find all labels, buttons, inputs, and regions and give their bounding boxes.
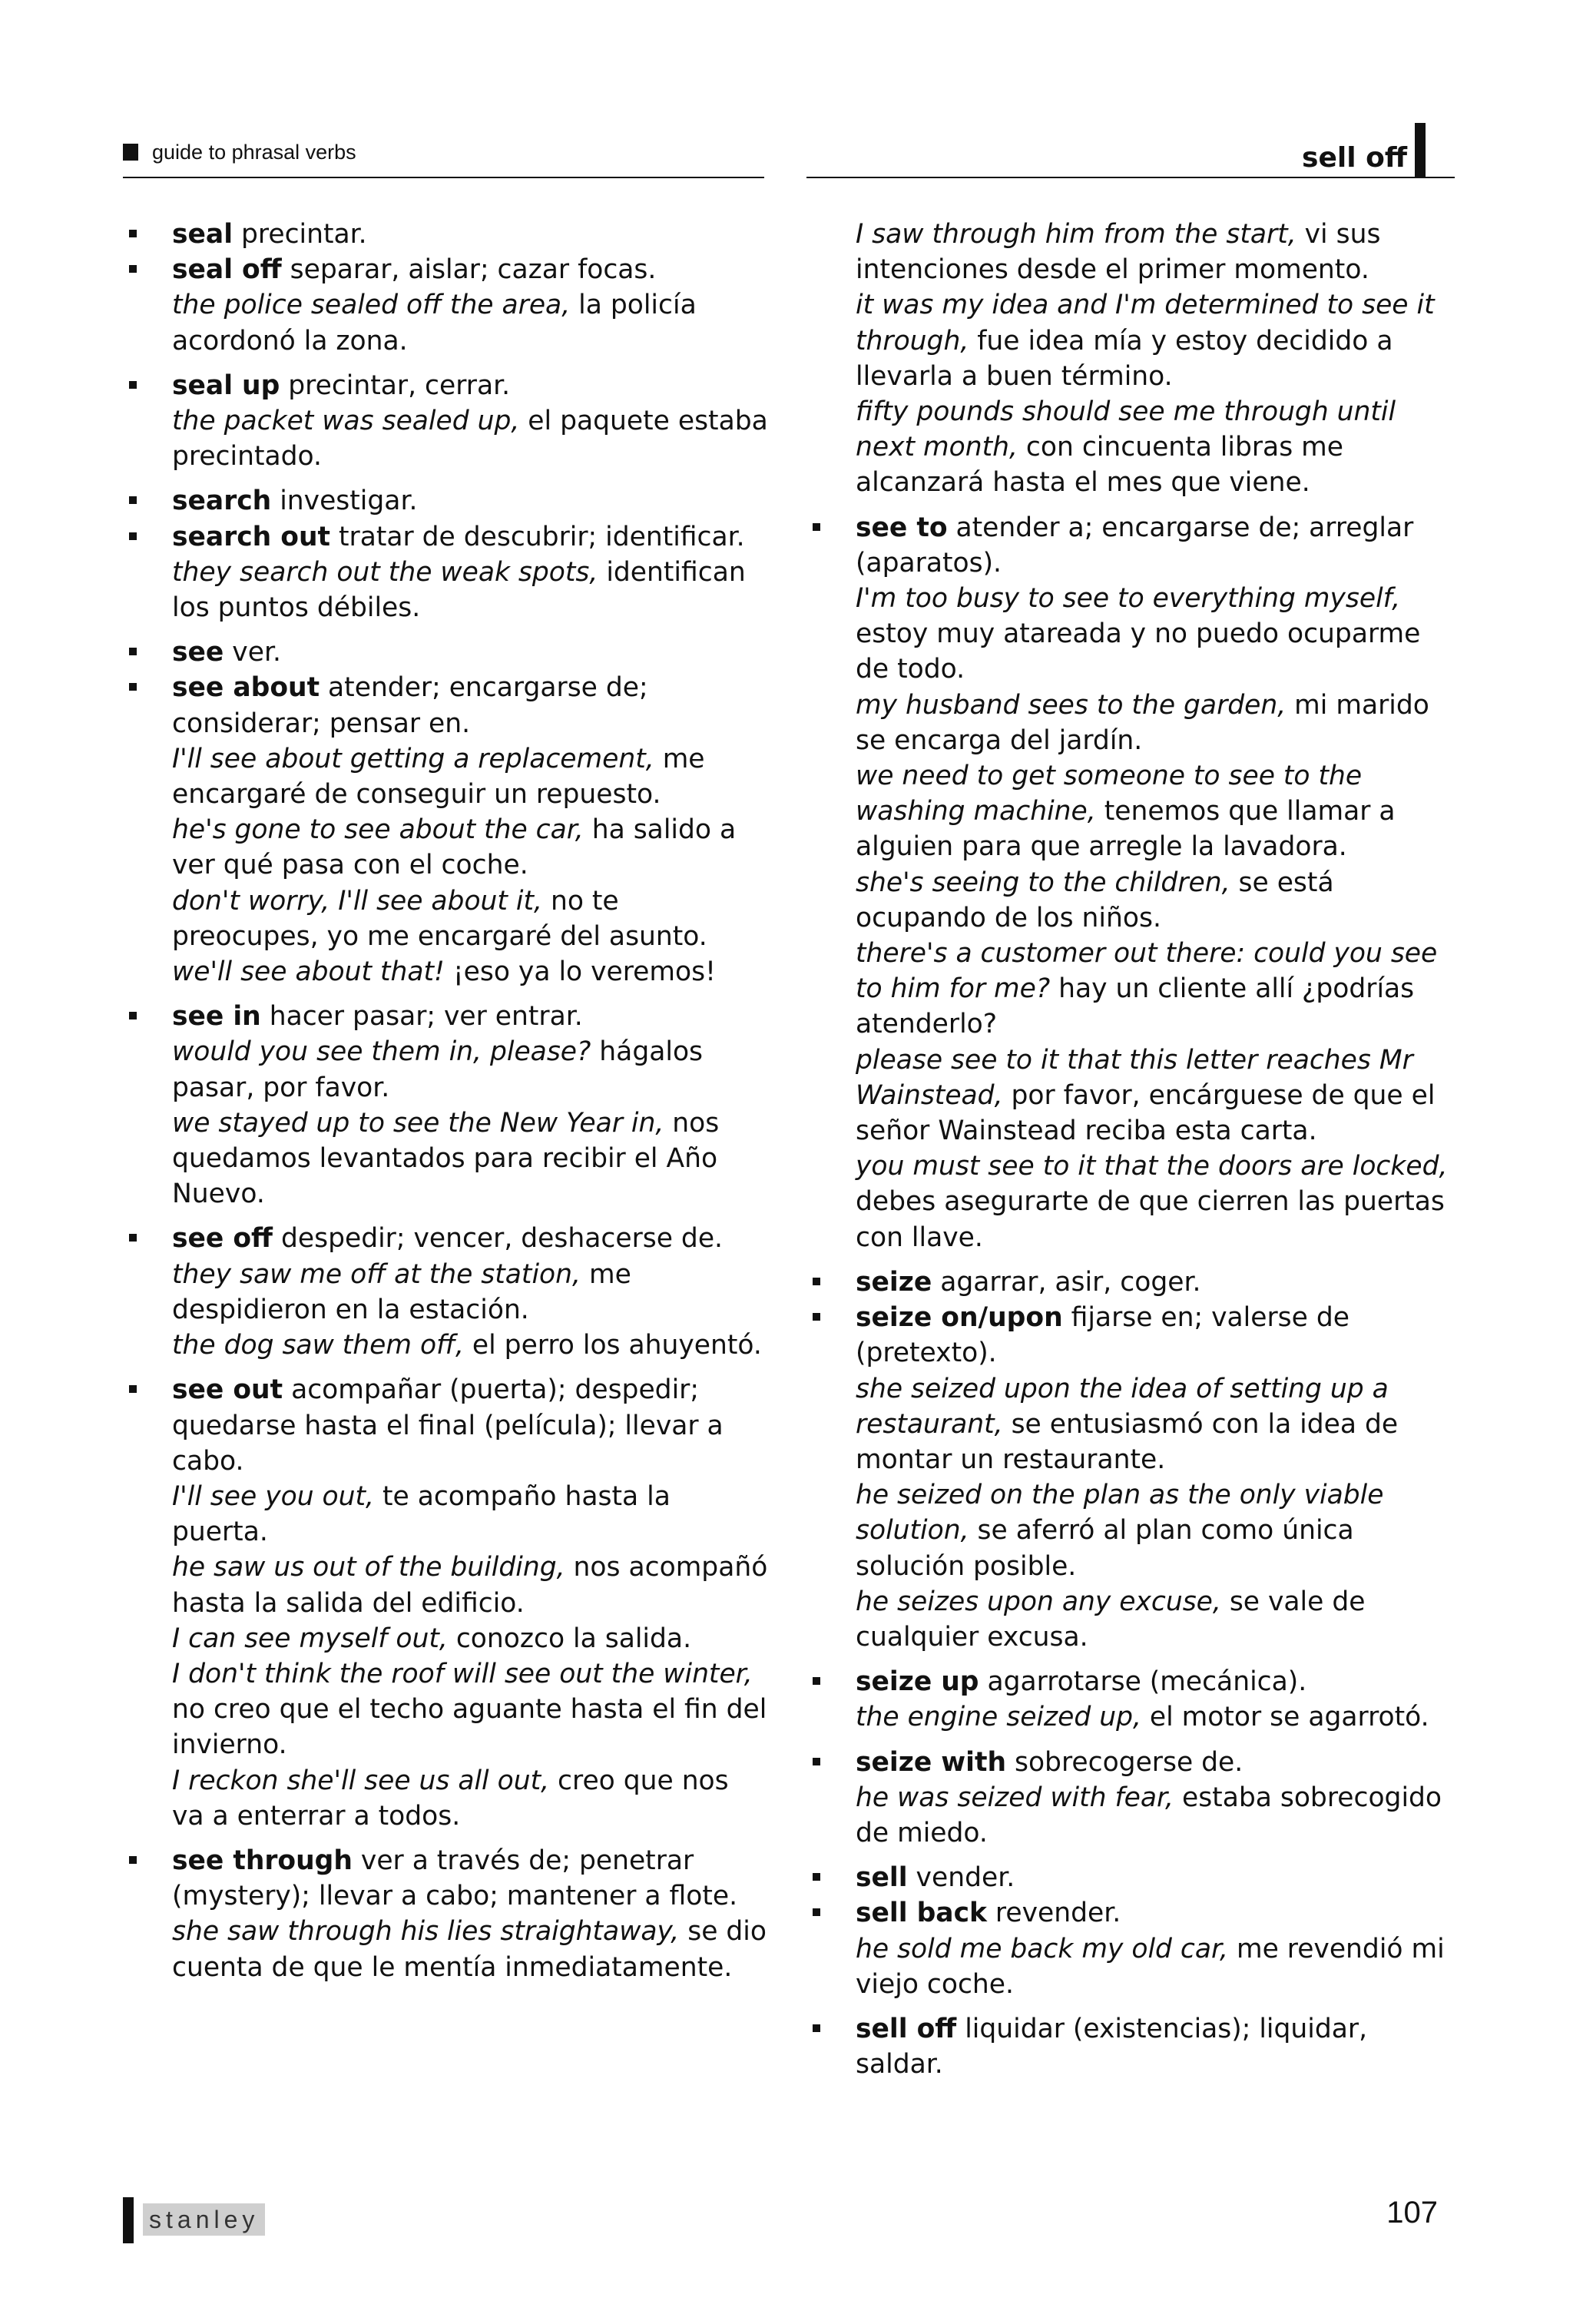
example-english: I'll see you out, xyxy=(172,1480,375,1512)
entry-definition: vender. xyxy=(907,1862,1015,1894)
example-translation: nos quedamos levantados para recibir el Año Nuevo. xyxy=(172,1107,720,1210)
dictionary-entry xyxy=(806,1745,1459,1852)
usage-example xyxy=(856,287,1459,394)
example-english: would you see them in, please? xyxy=(172,1036,591,1068)
entry-definition: ver a través de; penetrar (mystery); llevar a cabo; mantener a flote. xyxy=(172,1845,738,1912)
entry-line xyxy=(856,1862,1015,1893)
usage-example xyxy=(856,1043,1459,1149)
example-translation: se vale de cualquier excusa. xyxy=(856,1586,1366,1653)
usage-example xyxy=(172,403,768,474)
entry-headword: see in xyxy=(172,1001,261,1033)
usage-example xyxy=(856,688,1459,758)
dictionary-entry xyxy=(123,999,768,1212)
entry-headword: search xyxy=(172,486,272,517)
publisher-brand: stanley xyxy=(143,2203,265,2236)
bullet-icon xyxy=(129,1856,137,1864)
usage-example xyxy=(856,581,1459,688)
example-translation: la policía acordonó la zona. xyxy=(172,290,697,356)
usage-example xyxy=(856,1931,1459,2002)
usage-example xyxy=(856,1699,1459,1735)
entry-headword: seize on/upon xyxy=(856,1302,1063,1334)
entry-line xyxy=(172,1845,737,1911)
dictionary-entry xyxy=(123,670,768,990)
header-square-mark xyxy=(123,144,138,161)
example-english: we'll see about that! xyxy=(172,956,445,988)
bullet-icon xyxy=(813,1278,820,1285)
entry-line xyxy=(856,2014,1367,2080)
example-translation: estoy muy atareada y no puedo ocuparme de todo. xyxy=(856,618,1421,685)
example-english: I don't think the roof will see out the winter, xyxy=(172,1658,753,1689)
entry-headword: see to xyxy=(856,512,948,543)
usage-example xyxy=(172,1914,768,1984)
entry-definition: agarrar, asir, coger. xyxy=(932,1266,1201,1298)
dictionary-entry xyxy=(123,483,768,519)
entry-definition: precintar, cerrar. xyxy=(280,370,511,401)
example-translation: el motor se agarrotó. xyxy=(1141,1702,1429,1733)
example-english: you must see to it that the doors are locked, xyxy=(856,1151,1448,1182)
usage-example xyxy=(172,1034,768,1105)
bullet-icon xyxy=(813,1758,820,1765)
usage-example xyxy=(172,1257,768,1328)
running-title: guide to phrasal verbs xyxy=(152,140,356,164)
dictionary-entry xyxy=(806,2011,1459,2082)
dictionary-entry xyxy=(806,217,1459,501)
usage-example xyxy=(172,555,768,625)
usage-example xyxy=(172,287,768,358)
example-english: don't worry, I'll see about it, xyxy=(172,885,542,917)
example-translation: me encargaré de conseguir un repuesto. xyxy=(172,743,705,811)
entry-line xyxy=(172,1001,583,1032)
bullet-icon xyxy=(813,1908,820,1916)
dictionary-entry xyxy=(123,1372,768,1834)
bullet-icon xyxy=(129,381,137,389)
example-translation: nos acompañó hasta la salida del edificio. xyxy=(172,1552,768,1619)
bullet-icon xyxy=(129,683,137,691)
dictionary-entry xyxy=(123,1221,768,1363)
example-english: he saw us out of the building, xyxy=(172,1552,565,1583)
usage-example xyxy=(856,936,1459,1043)
example-english: she saw through his lies straightaway, xyxy=(172,1916,680,1948)
bullet-icon xyxy=(129,265,137,273)
entry-headword: see xyxy=(172,637,224,668)
entry-line xyxy=(856,512,1413,579)
example-translation: mi marido se encarga del jardín. xyxy=(856,689,1429,756)
example-english: he seizes upon any excuse, xyxy=(856,1586,1221,1617)
entry-line xyxy=(172,522,745,552)
dictionary-entry xyxy=(806,1664,1459,1735)
example-translation: me despidieron en la estación. xyxy=(172,1258,631,1325)
usage-example xyxy=(856,1371,1459,1478)
entry-headword: seal xyxy=(172,219,233,250)
entry-headword: seize xyxy=(856,1266,932,1298)
entry-line xyxy=(172,370,510,401)
entry-headword: seal off xyxy=(172,254,282,286)
entry-headword: see through xyxy=(172,1845,353,1876)
entry-line xyxy=(856,1666,1306,1697)
example-english: we stayed up to see the New Year in, xyxy=(172,1107,664,1139)
example-translation: fue idea mía y estoy decidido a llevarla a buen término. xyxy=(856,325,1393,392)
example-english: she's seeing to the children, xyxy=(856,867,1230,898)
example-english: the dog saw them off, xyxy=(172,1330,464,1361)
entry-headword: see off xyxy=(172,1223,273,1255)
dictionary-entry xyxy=(123,252,768,359)
entry-line xyxy=(856,1302,1349,1368)
bullet-icon xyxy=(813,1873,820,1881)
bullet-icon xyxy=(813,1313,820,1321)
entry-definition: atender; encargarse de; considerar; pensar en. xyxy=(172,672,648,739)
example-translation: estaba sobrecogido de miedo. xyxy=(856,1782,1442,1848)
dictionary-entry xyxy=(123,368,768,475)
usage-example xyxy=(172,1656,768,1763)
entry-line xyxy=(172,254,656,285)
example-english: I'm too busy to see to everything myself, xyxy=(856,583,1401,615)
bullet-icon xyxy=(129,230,137,237)
example-translation: no creo que el techo aguante hasta el fin del invierno. xyxy=(172,1694,767,1761)
entry-line xyxy=(172,1223,723,1254)
dictionary-entry xyxy=(806,1860,1459,1895)
example-translation: se entusiasmó con la idea de montar un restaurante. xyxy=(856,1408,1399,1475)
bullet-icon xyxy=(813,2024,820,2032)
example-english: I'll see about getting a replacement, xyxy=(172,743,654,774)
example-translation: hágalos pasar, por favor. xyxy=(172,1036,704,1103)
entry-headword: seal up xyxy=(172,370,280,401)
entry-headword: sell off xyxy=(856,2013,957,2044)
example-english: the packet was sealed up, xyxy=(172,406,520,437)
entry-definition: despedir; vencer, deshacerse de. xyxy=(273,1223,724,1255)
entry-line xyxy=(856,1747,1243,1778)
entry-line xyxy=(856,1267,1200,1298)
dictionary-entry xyxy=(806,1300,1459,1655)
page-header-left xyxy=(123,137,356,167)
bullet-icon xyxy=(129,532,137,540)
usage-example xyxy=(172,1621,768,1656)
example-english: he was seized with fear, xyxy=(856,1782,1174,1813)
usage-example xyxy=(856,1477,1459,1584)
example-translation: me revendió mi viejo coche. xyxy=(856,1933,1445,2000)
example-english: they search out the weak spots, xyxy=(172,556,598,588)
dictionary-entry xyxy=(123,519,768,626)
entry-headword: seize with xyxy=(856,1746,1006,1778)
header-rule-left xyxy=(123,177,764,178)
entry-headword: see about xyxy=(172,672,320,704)
entry-headword: see out xyxy=(172,1374,283,1406)
example-translation: creo que nos va a enterrar a todos. xyxy=(172,1765,729,1832)
example-english: I saw through him from the start, xyxy=(856,219,1296,250)
right-column xyxy=(806,217,1459,2082)
example-translation: no te preocupes, yo me encargaré del asunto. xyxy=(172,885,707,952)
entry-line xyxy=(172,672,648,738)
example-english: my husband sees to the garden, xyxy=(856,689,1287,721)
example-english: the police sealed off the area, xyxy=(172,290,571,321)
entry-definition: investigar. xyxy=(271,486,418,517)
header-bar-mark xyxy=(1415,123,1426,178)
dictionary-entry xyxy=(806,1265,1459,1300)
example-english: there's a customer out there: could you see to him for me? xyxy=(856,938,1438,1005)
entry-line xyxy=(172,637,281,668)
entry-line xyxy=(172,219,367,250)
usage-example xyxy=(856,758,1459,865)
example-english: they saw me off at the station, xyxy=(172,1258,581,1290)
usage-example xyxy=(856,1149,1459,1255)
entry-definition: revender. xyxy=(986,1898,1121,1929)
example-translation: el perro los ahuyentó. xyxy=(463,1330,762,1361)
bullet-icon xyxy=(129,648,137,655)
usage-example xyxy=(172,954,768,990)
example-translation: se aferró al plan como única solución posible. xyxy=(856,1515,1354,1582)
example-translation: ha salido a ver qué pasa con el coche. xyxy=(172,814,737,881)
page-number: 107 xyxy=(1386,2196,1438,2230)
entry-definition: sobrecogerse de. xyxy=(1006,1746,1243,1778)
dictionary-entry xyxy=(123,1843,768,1985)
entry-line xyxy=(172,1374,724,1476)
entry-definition: agarrotarse (mecánica). xyxy=(979,1666,1307,1698)
example-english: he seized on the plan as the only viable solution, xyxy=(856,1480,1384,1547)
header-rule-right xyxy=(806,177,1455,178)
entry-definition: hacer pasar; ver entrar. xyxy=(260,1001,583,1033)
example-english: I reckon she'll see us all out, xyxy=(172,1765,550,1796)
usage-example xyxy=(172,1328,768,1363)
entry-headword: search out xyxy=(172,521,331,552)
example-english: the engine seized up, xyxy=(856,1702,1141,1733)
usage-example xyxy=(172,1479,768,1550)
usage-example xyxy=(172,1763,768,1834)
page-header-right xyxy=(1302,123,1426,178)
usage-example xyxy=(856,865,1459,936)
example-translation: con cincuenta libras me alcanzará hasta el mes que viene. xyxy=(856,432,1343,499)
usage-example xyxy=(856,217,1459,287)
example-translation: conozco la salida. xyxy=(447,1623,692,1654)
example-english: he's gone to see about the car, xyxy=(172,814,584,846)
usage-example xyxy=(172,812,768,883)
entry-definition: ver. xyxy=(224,637,281,668)
usage-example xyxy=(856,1780,1459,1851)
example-english: he sold me back my old car, xyxy=(856,1933,1228,1964)
example-translation: debes asegurarte de que cierren las puertas con llave. xyxy=(856,1186,1445,1253)
example-english: we need to get someone to see to the washing machine, xyxy=(856,761,1363,827)
example-english: I can see myself out, xyxy=(172,1623,448,1654)
example-english: please see to it that this letter reaches Mr Wainstead, xyxy=(856,1044,1413,1111)
example-translation: se dio cuenta de que le mentía inmediatamente. xyxy=(172,1916,767,1983)
example-translation: el paquete estaba precintado. xyxy=(172,406,768,472)
usage-example xyxy=(172,741,768,812)
example-translation: ¡eso ya lo veremos! xyxy=(444,956,716,988)
bullet-icon xyxy=(129,1385,137,1393)
example-translation: vi sus intenciones desde el primer momento. xyxy=(856,219,1381,286)
entry-headword: sell xyxy=(856,1862,908,1894)
example-english: fifty pounds should see me through until next month, xyxy=(856,396,1396,463)
dictionary-entry xyxy=(123,635,768,670)
usage-example xyxy=(856,1584,1459,1655)
example-translation: identifican los puntos débiles. xyxy=(172,556,746,624)
entry-line xyxy=(172,486,417,516)
bullet-icon xyxy=(813,523,820,531)
entry-definition: separar, aislar; cazar focas. xyxy=(281,254,657,286)
left-column xyxy=(123,217,768,1985)
dictionary-entry xyxy=(806,510,1459,1255)
usage-example xyxy=(172,1106,768,1212)
entry-headword: sell back xyxy=(856,1898,987,1929)
bullet-icon xyxy=(813,1677,820,1685)
example-translation: te acompaño hasta la puerta. xyxy=(172,1480,671,1548)
footer-bar-mark xyxy=(123,2197,134,2243)
bullet-icon xyxy=(129,496,137,504)
entry-definition: liquidar (existencias); liquidar, saldar. xyxy=(856,2013,1368,2080)
entry-definition: acompañar (puerta); despedir; quedarse hasta el final (película); llevar a cabo. xyxy=(172,1374,724,1477)
page-guide-word: sell off xyxy=(1302,142,1407,174)
example-english: she seized upon the idea of setting up a restaurant, xyxy=(856,1373,1389,1440)
bullet-icon xyxy=(129,1012,137,1019)
example-translation: por favor, encárguese de que el señor Wainstead reciba esta carta. xyxy=(856,1079,1436,1147)
example-translation: tenemos que llamar a alguien para que arregle la lavadora. xyxy=(856,796,1396,863)
entry-definition: precintar. xyxy=(233,219,367,250)
usage-example xyxy=(172,1550,768,1620)
entry-headword: seize up xyxy=(856,1666,979,1698)
example-translation: hay un cliente allí ¿podrías atenderlo? xyxy=(856,973,1415,1040)
entry-line xyxy=(856,1898,1121,1928)
example-english: it was my idea and I'm determined to see it through, xyxy=(856,290,1435,356)
entry-definition: tratar de descubrir; identificar. xyxy=(330,521,745,552)
dictionary-entry xyxy=(806,1895,1459,2002)
dictionary-entry xyxy=(123,217,768,252)
usage-example xyxy=(172,884,768,954)
usage-example xyxy=(856,394,1459,501)
bullet-icon xyxy=(129,1234,137,1242)
entry-definition: fijarse en; valerse de (pretexto). xyxy=(856,1302,1349,1369)
entry-definition: atender a; encargarse de; arreglar (aparatos). xyxy=(856,512,1414,579)
example-translation: se está ocupando de los niños. xyxy=(856,867,1334,933)
